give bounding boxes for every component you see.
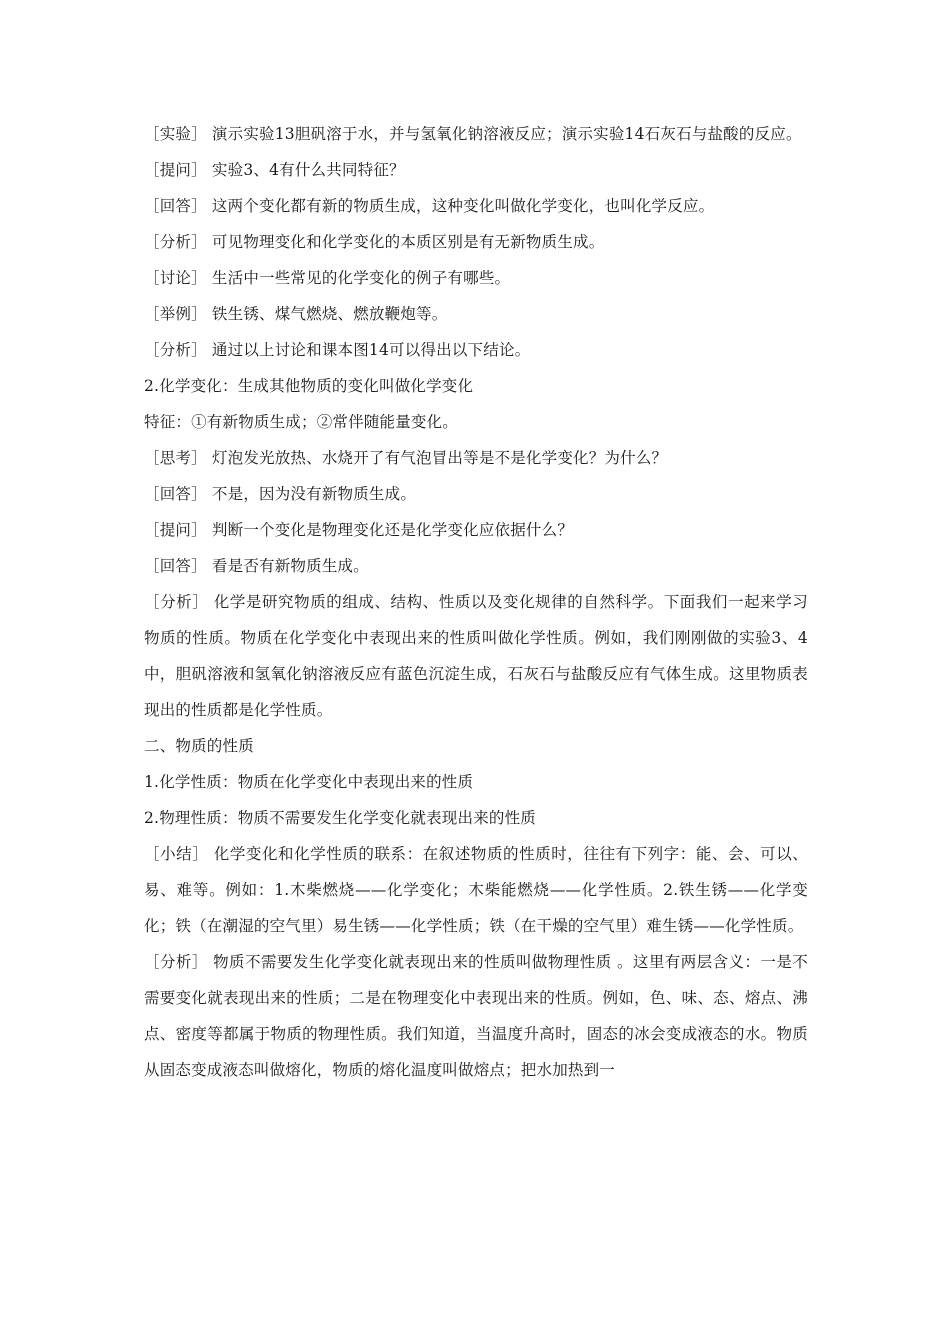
paragraph-answer-2: ［回答］ 不是，因为没有新物质生成。 <box>144 485 417 503</box>
paragraph-answer-1: ［回答］ 这两个变化都有新的物质生成，这种变化叫做化学变化，也叫化学反应。 <box>144 197 715 215</box>
paragraph-analysis-4: ［分析］ 物质不需要发生化学变化就表现出来的性质叫做物理性质 。这里有两层含义：一是不需要变化就表现出来的性质；二是在物理变化中表现出来的性质。例如，色、味、态、熔点、沸点、密度等都属于物质的物理性质。我们知道，当温度升高时，固态的冰会变成液态的水。物质从固态变成液态叫做熔化，物质的熔化温度叫做熔点；把水加热到一 <box>144 953 808 1079</box>
document-body <box>144 116 808 1088</box>
paragraph-question-1: ［提问］ 实验3、4有什么共同特征？ <box>144 161 405 179</box>
paragraph-discussion: ［讨论］ 生活中一些常见的化学变化的例子有哪些。 <box>144 269 511 287</box>
paragraph-physical-property: 2.物理性质：物质不需要发生化学变化就表现出来的性质 <box>144 809 536 827</box>
paragraph-features: 特征：①有新物质生成；②常伴随能量变化。 <box>144 413 459 431</box>
paragraph-experiment: ［实验］ 演示实验13胆矾溶于水，并与氢氧化钠溶液反应；演示实验14石灰石与盐酸的反应。 <box>144 125 802 143</box>
section-heading-properties: 二、物质的性质 <box>144 737 254 755</box>
paragraph-question-2: ［提问］ 判断一个变化是物理变化还是化学变化应依据什么？ <box>144 521 574 539</box>
paragraph-answer-3: ［回答］ 看是否有新物质生成。 <box>144 557 369 575</box>
paragraph-summary: ［小结］ 化学变化和化学性质的联系：在叙述物质的性质时，往往有下列字：能、会、可以、易、难等。例如：1.木柴燃烧——化学变化；木柴能燃烧——化学性质。2.铁生锈——化学变化；铁（在潮湿的空气里）易生锈——化学性质；铁（在干燥的空气里）难生锈——化学性质。 <box>144 845 808 935</box>
paragraph-think: ［思考］ 灯泡发光放热、水烧开了有气泡冒出等是不是化学变化？为什么？ <box>144 449 668 467</box>
paragraph-analysis-2: ［分析］ 通过以上讨论和课本图14可以得出以下结论。 <box>144 341 531 359</box>
paragraph-chemical-property: 1.化学性质：物质在化学变化中表现出来的性质 <box>144 773 474 791</box>
paragraph-analysis-1: ［分析］ 可见物理变化和化学变化的本质区别是有无新物质生成。 <box>144 233 605 251</box>
paragraph-chemical-change-definition: 2.化学变化：生成其他物质的变化叫做化学变化 <box>144 377 474 395</box>
paragraph-example: ［举例］ 铁生锈、煤气燃烧、燃放鞭炮等。 <box>144 305 448 323</box>
paragraph-analysis-3: ［分析］ 化学是研究物质的组成、结构、性质以及变化规律的自然科学。下面我们一起来学习物质的性质。物质在化学变化中表现出来的性质叫做化学性质。例如，我们刚刚做的实验3、4中，胆矾溶液和氢氧化钠溶液反应有蓝色沉淀生成，石灰石与盐酸反应有气体生成。这里物质表现出的性质都是化学性质。 <box>144 593 808 719</box>
